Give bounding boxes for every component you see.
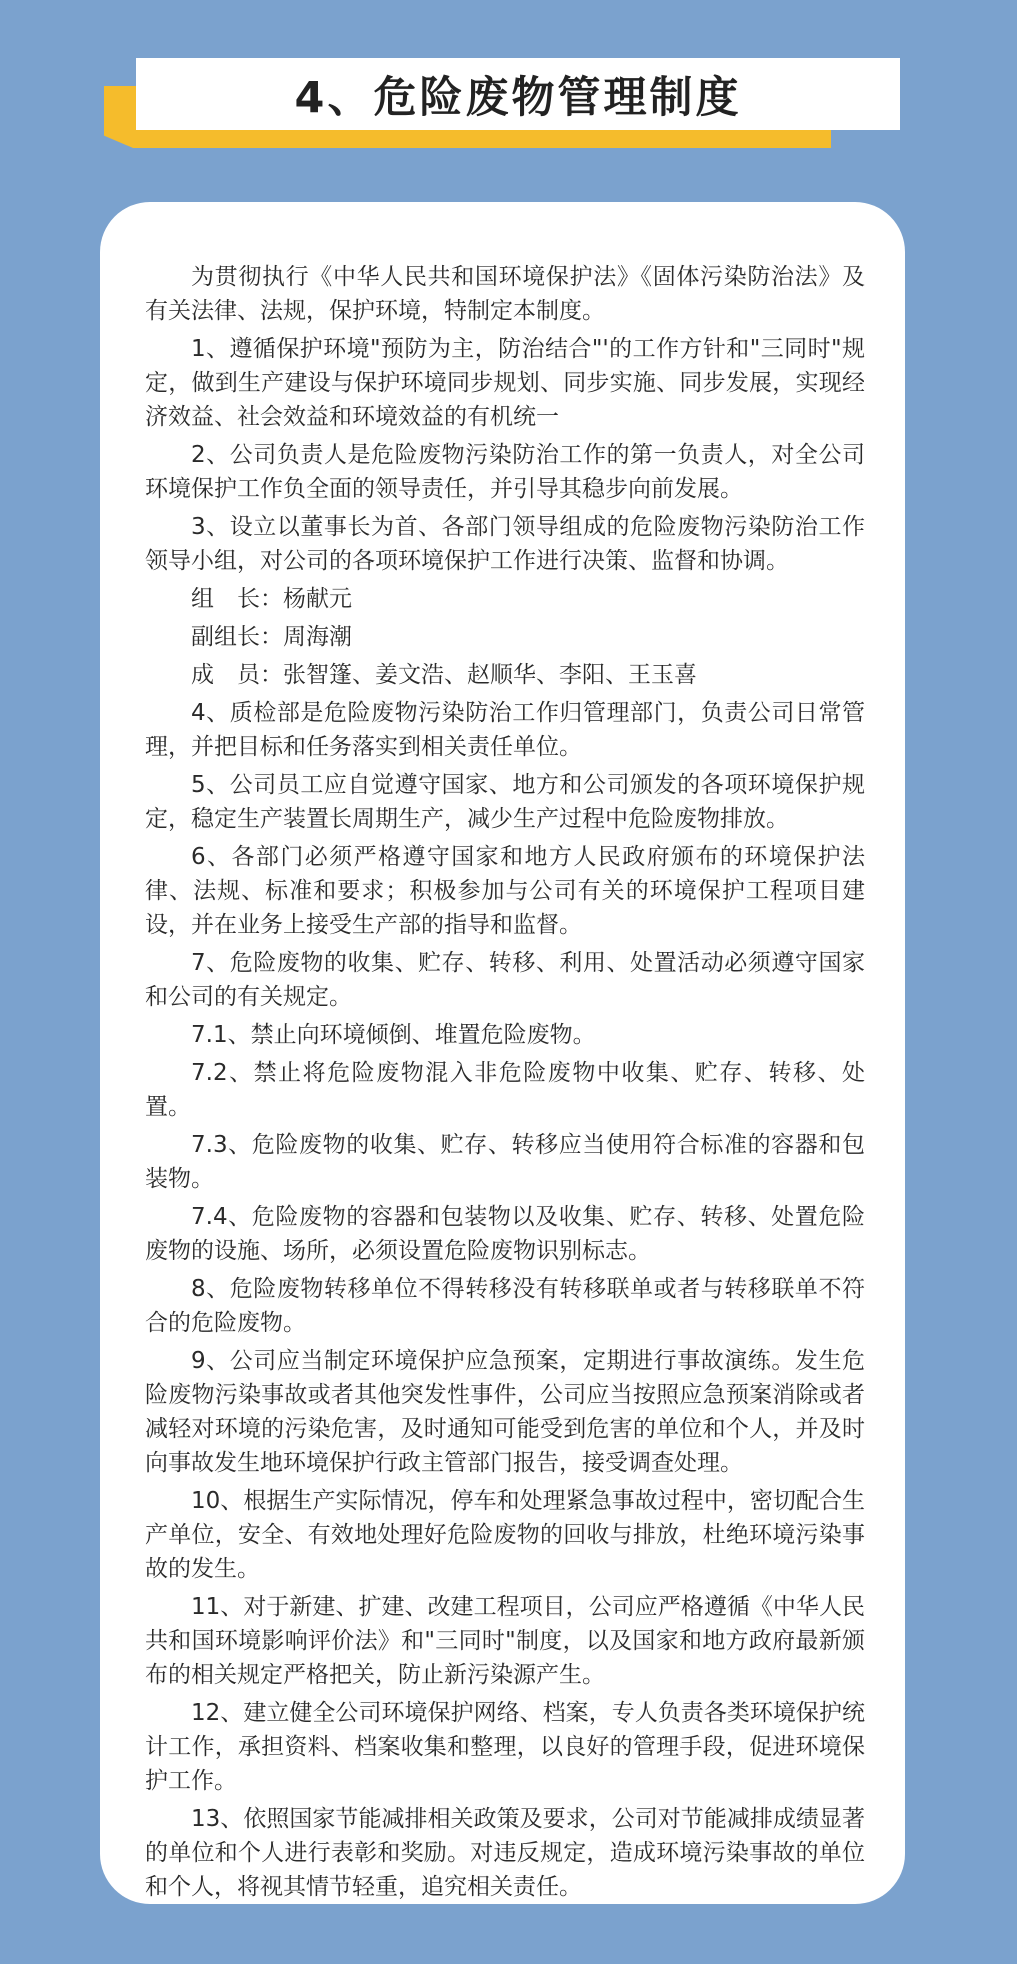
title-banner	[104, 58, 900, 152]
paragraph-10: 10、根据生产实际情况，停车和处理紧急事故过程中，密切配合生产单位，安全、有效地处理好危险废物的回收与排放，杜绝环境污染事故的发生。	[145, 1488, 865, 1582]
group-deputy-leader: 副组长：周海潮	[191, 624, 352, 650]
paragraph-intro: 为贯彻执行《中华人民共和国环境保护法》《固体污染防治法》及有关法律、法规，保护环境，特制定本制度。	[145, 264, 865, 324]
paragraph-5: 5、公司员工应自觉遵守国家、地方和公司颁发的各项环境保护规定，稳定生产装置长周期生产，减少生产过程中危险废物排放。	[145, 772, 865, 832]
paragraph-7-2: 7.2、禁止将危险废物混入非危险废物中收集、贮存、转移、处置。	[145, 1060, 865, 1120]
paragraph-7: 7、危险废物的收集、贮存、转移、利用、处置活动必须遵守国家和公司的有关规定。	[145, 950, 865, 1010]
paragraph-13: 13、依照国家节能减排相关政策及要求，公司对节能减排成绩显著的单位和个人进行表彰和奖励。对违反规定，造成环境污染事故的单位和个人，将视其情节轻重，追究相关责任。	[145, 1806, 865, 1900]
content-card	[100, 202, 905, 1904]
paragraph-3: 3、设立以董事长为首、各部门领导组成的危险废物污染防治工作领导小组，对公司的各项环境保护工作进行决策、监督和协调。	[145, 514, 865, 574]
paragraph-6: 6、各部门必须严格遵守国家和地方人民政府颁布的环境保护法律、法规、标准和要求；积极参加与公司有关的环境保护工程项目建设，并在业务上接受生产部的指导和监督。	[145, 844, 865, 938]
paragraph-7-4: 7.4、危险废物的容器和包装物以及收集、贮存、转移、处置危险废物的设施、场所，必须设置危险废物识别标志。	[145, 1204, 865, 1264]
title-box	[136, 58, 900, 130]
paragraph-11: 11、对于新建、扩建、改建工程项目，公司应严格遵循《中华人民共和国环境影响评价法》和"三同时"制度，以及国家和地方政府最新颁布的相关规定严格把关，防止新污染源产生。	[145, 1594, 865, 1688]
group-leader: 组 长：杨献元	[191, 586, 352, 612]
page-title: 4、危险废物管理制度	[294, 72, 742, 123]
document-body	[145, 260, 865, 1908]
paragraph-7-3: 7.3、危险废物的收集、贮存、转移应当使用符合标准的容器和包装物。	[145, 1132, 865, 1192]
paragraph-1: 1、遵循保护环境"预防为主，防治结合"'的工作方针和"三同时"规定，做到生产建设与保护环境同步规划、同步实施、同步发展，实现经济效益、社会效益和环境效益的有机统一	[145, 336, 865, 430]
paragraph-12: 12、建立健全公司环境保护网络、档案，专人负责各类环境保护统计工作，承担资料、档案收集和整理，以良好的管理手段，促进环境保护工作。	[145, 1700, 865, 1794]
paragraph-7-1: 7.1、禁止向环境倾倒、堆置危险废物。	[191, 1022, 596, 1048]
paragraph-9: 9、公司应当制定环境保护应急预案，定期进行事故演练。发生危险废物污染事故或者其他突发性事件，公司应当按照应急预案消除或者减轻对环境的污染危害，及时通知可能受到危害的单位和个人，并及时向事故发生地环境保护行政主管部门报告，接受调查处理。	[145, 1348, 865, 1476]
paragraph-2: 2、公司负责人是危险废物污染防治工作的第一负责人，对全公司环境保护工作负全面的领导责任，并引导其稳步向前发展。	[145, 442, 865, 502]
group-members: 成 员：张智篷、姜文浩、赵顺华、李阳、王玉喜	[191, 662, 697, 688]
paragraph-4: 4、质检部是危险废物污染防治工作归管理部门，负责公司日常管理，并把目标和任务落实到相关责任单位。	[145, 700, 865, 760]
paragraph-8: 8、危险废物转移单位不得转移没有转移联单或者与转移联单不符合的危险废物。	[145, 1276, 865, 1336]
